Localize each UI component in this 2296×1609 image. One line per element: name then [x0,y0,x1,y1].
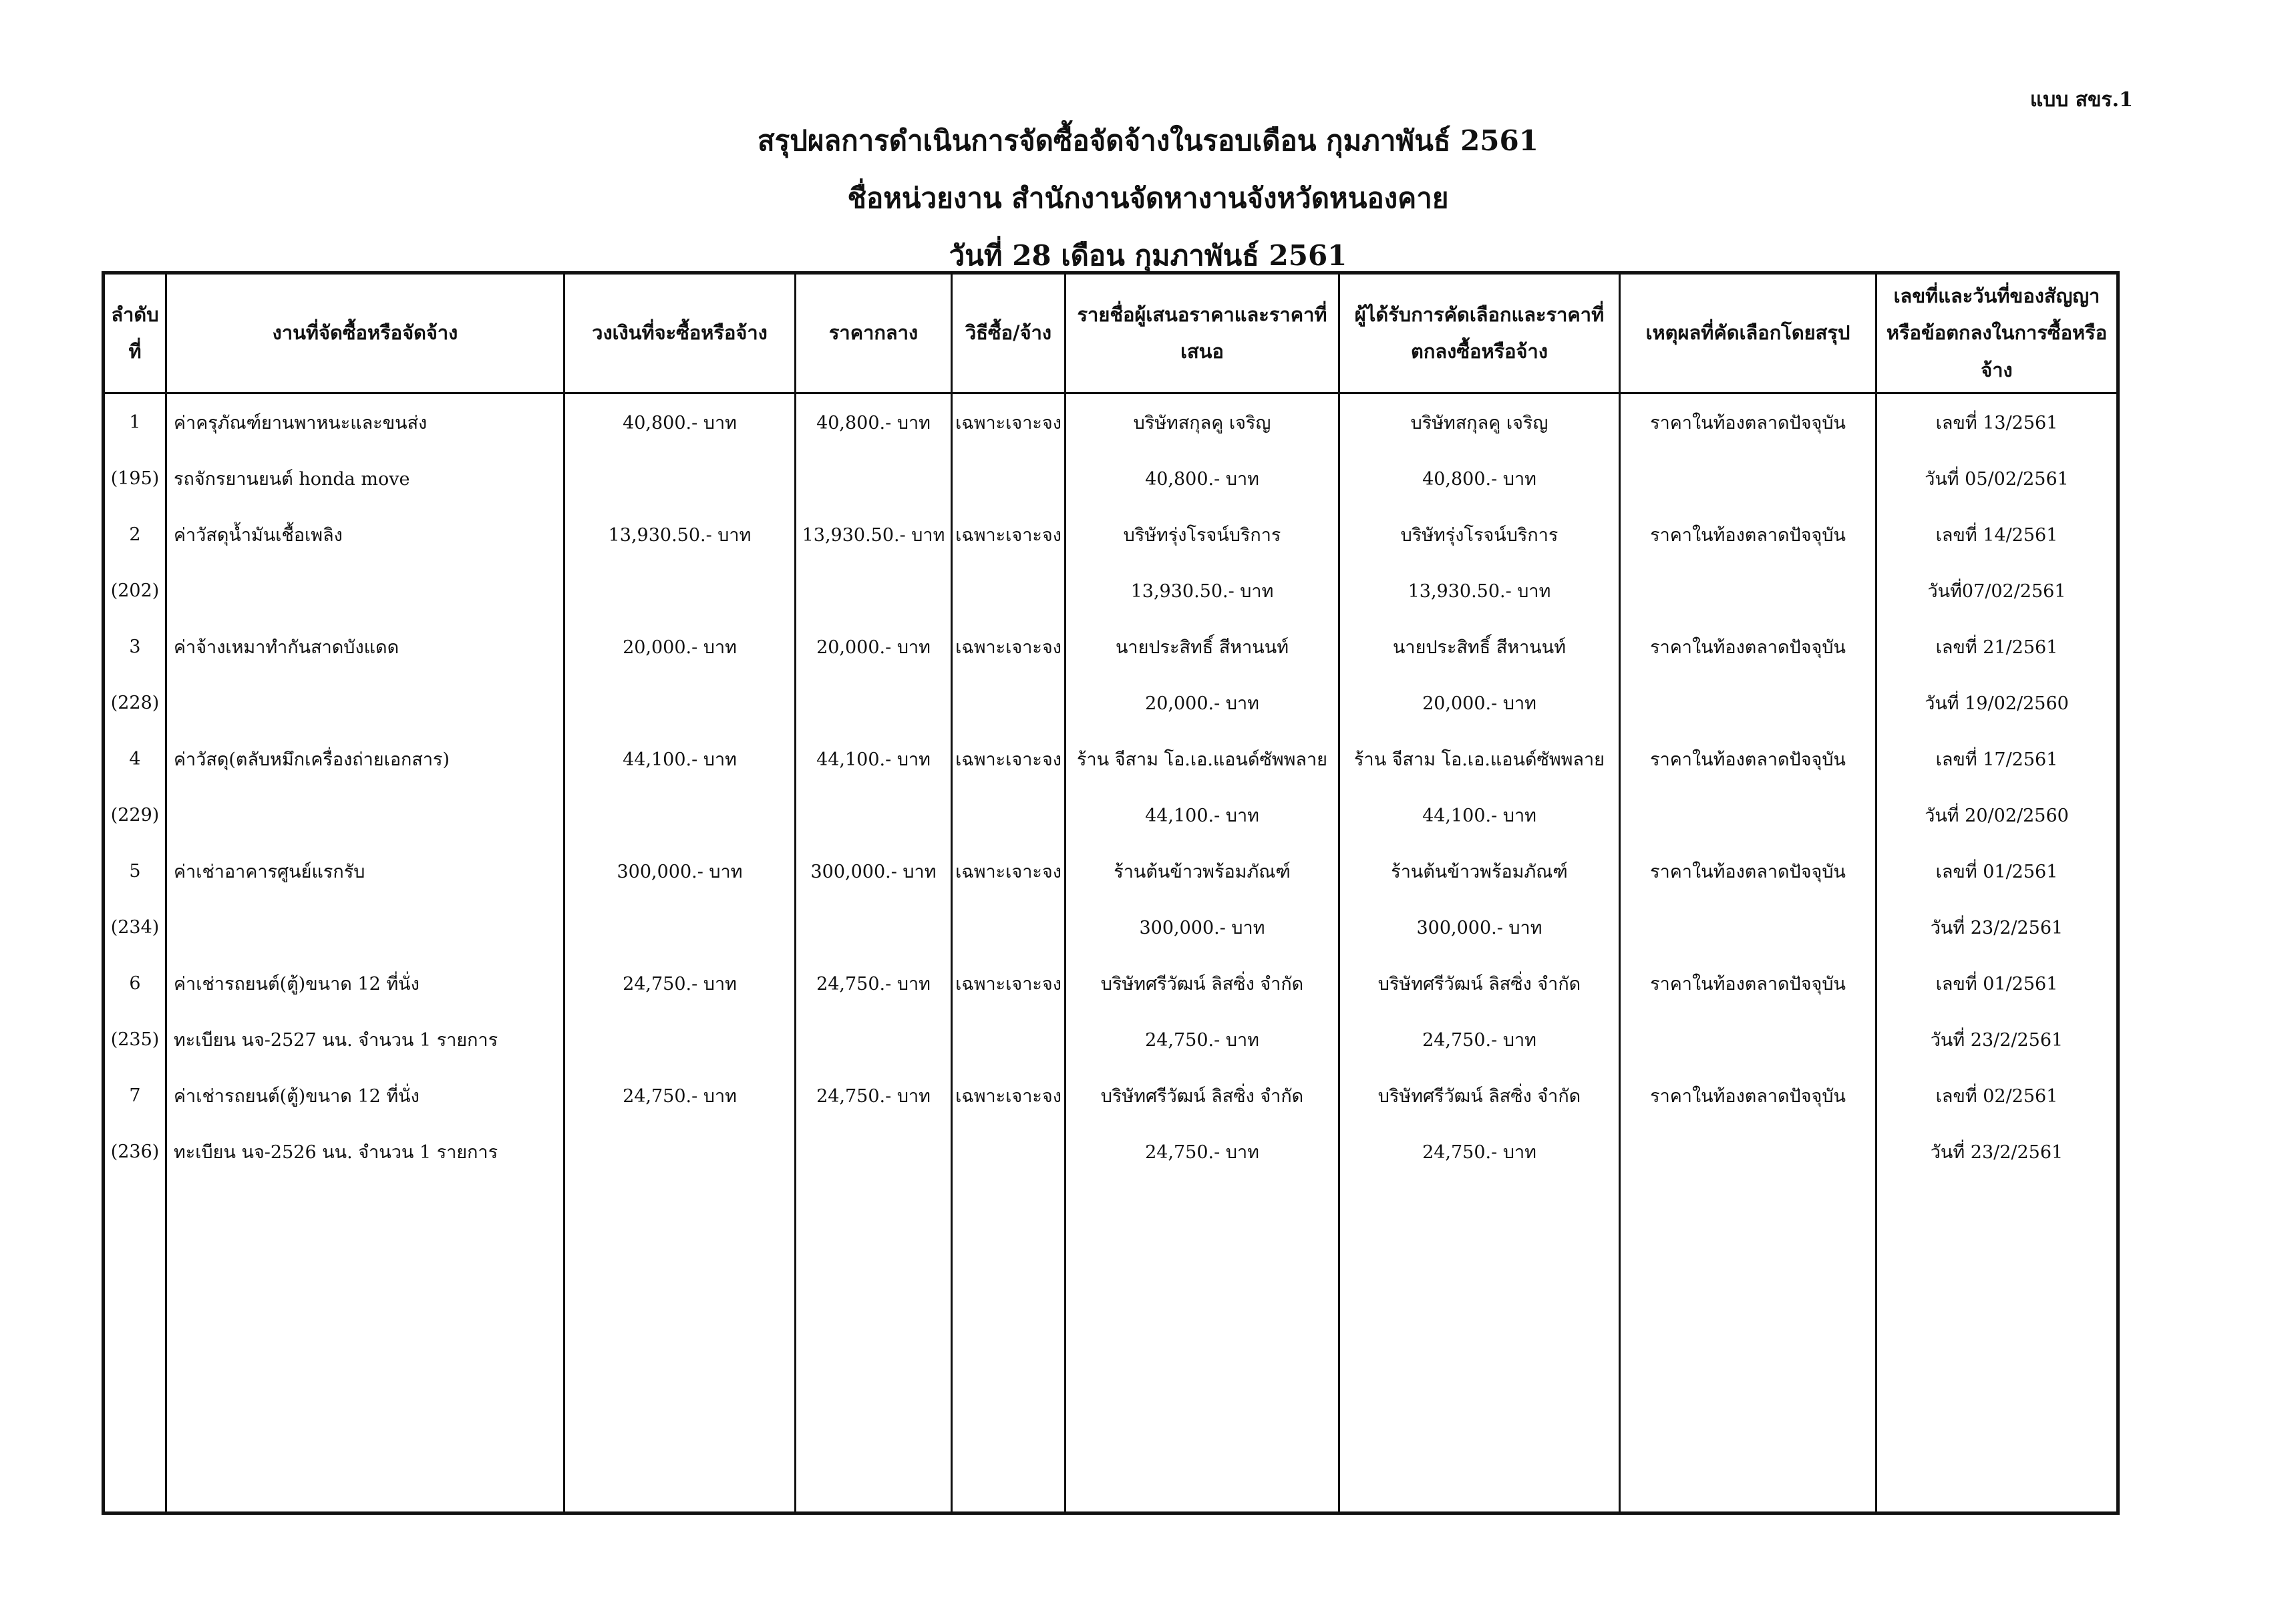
row-winner-price: 40,800.- บาท [1339,450,1620,506]
header-item: งานที่จัดซื้อหรือจัดจ้าง [166,273,564,393]
table-row [104,618,2118,675]
row-item-detail [166,675,564,731]
header-method: วิธีซื้อ/จ้าง [952,273,1065,393]
table-row-sub [104,675,2118,731]
row-contract-no: เลขที่ 13/2561 [1876,393,2118,451]
row-no: 4 [104,731,166,787]
row-reason: ราคาในท้องตลาดปัจจุบัน [1620,393,1876,451]
row-method: เฉพาะเจาะจง [952,843,1065,899]
row-bidder-price: 20,000.- บาท [1065,675,1339,731]
row-median-price: 44,100.- บาท [796,731,952,787]
table-row-sub [104,1123,2118,1180]
row-median-price: 300,000.- บาท [796,843,952,899]
table-header-row [104,273,2118,393]
row-median-price: 13,930.50.- บาท [796,506,952,562]
row-budget: 13,930.50.- บาท [564,506,796,562]
table-row-sub [104,562,2118,618]
row-reason: ราคาในท้องตลาดปัจจุบัน [1620,618,1876,675]
row-ref: (228) [104,675,166,731]
table-row [104,1067,2118,1123]
row-method: เฉพาะเจาะจง [952,731,1065,787]
report-date: วันที่ 28 เดือน กุมภาพันธ์ 2561 [949,239,1347,272]
row-contract-no: เลขที่ 21/2561 [1876,618,2118,675]
row-bidder: ร้าน จีสาม โอ.เอ.แอนด์ซัพพลาย [1065,731,1339,787]
row-no: 1 [104,393,166,451]
header-winner: ผู้ได้รับการคัดเลือกและราคาที่ตกลงซื้อหรือจ้าง [1339,273,1620,393]
row-contract-no: เลขที่ 01/2561 [1876,843,2118,899]
row-winner: นายประสิทธิ์ สีหานนท์ [1339,618,1620,675]
row-no: 5 [104,843,166,899]
row-contract-date: วันที่ 20/02/2560 [1876,787,2118,843]
row-winner: ร้าน จีสาม โอ.เอ.แอนด์ซัพพลาย [1339,731,1620,787]
row-item: ค่าวัสดุน้ำมันเชื้อเพลิง [166,506,564,562]
row-no: 2 [104,506,166,562]
row-method: เฉพาะเจาะจง [952,955,1065,1011]
table-row-sub [104,1011,2118,1067]
row-item: ค่าจ้างเหมาทำกันสาดบังแดด [166,618,564,675]
row-reason: ราคาในท้องตลาดปัจจุบัน [1620,955,1876,1011]
row-bidder-price: 40,800.- บาท [1065,450,1339,506]
row-ref: (229) [104,787,166,843]
row-reason: ราคาในท้องตลาดปัจจุบัน [1620,1067,1876,1123]
row-ref: (236) [104,1123,166,1180]
row-median-price: 24,750.- บาท [796,955,952,1011]
row-contract-date: วันที่ 23/2/2561 [1876,1123,2118,1180]
header-contract: เลขที่และวันที่ของสัญญาหรือข้อตกลงในการซื้อหรือจ้าง [1876,273,2118,393]
row-contract-date: วันที่07/02/2561 [1876,562,2118,618]
row-winner-price: 24,750.- บาท [1339,1011,1620,1067]
row-reason: ราคาในท้องตลาดปัจจุบัน [1620,506,1876,562]
row-winner-price: 300,000.- บาท [1339,899,1620,955]
table-row [104,506,2118,562]
row-median-price: 40,800.- บาท [796,393,952,451]
table-blank-space [104,1180,2118,1513]
row-no: 3 [104,618,166,675]
row-winner: บริษัทรุ่งโรจน์บริการ [1339,506,1620,562]
row-budget: 44,100.- บาท [564,731,796,787]
table-row [104,731,2118,787]
row-winner-price: 13,930.50.- บาท [1339,562,1620,618]
row-contract-no: เลขที่ 14/2561 [1876,506,2118,562]
row-item: ค่าครุภัณฑ์ยานพาหนะและขนส่ง [166,393,564,451]
table-row-sub [104,787,2118,843]
row-winner: บริษัทศรีวัฒน์ ลิสซิ่ง จำกัด [1339,1067,1620,1123]
row-contract-date: วันที่ 23/2/2561 [1876,899,2118,955]
row-winner-price: 44,100.- บาท [1339,787,1620,843]
row-ref: (235) [104,1011,166,1067]
row-bidder-price: 13,930.50.- บาท [1065,562,1339,618]
row-winner: บริษัทศรีวัฒน์ ลิสซิ่ง จำกัด [1339,955,1620,1011]
table-row [104,843,2118,899]
header-budget: วงเงินที่จะซื้อหรือจ้าง [564,273,796,393]
procurement-table [102,271,2120,1515]
form-code: แบบ สขร.1 [2029,88,2133,112]
row-method: เฉพาะเจาะจง [952,1067,1065,1123]
row-contract-date: วันที่ 05/02/2561 [1876,450,2118,506]
row-ref: (234) [104,899,166,955]
row-item: ค่าวัสดุ(ตลับหมึกเครื่องถ่ายเอกสาร) [166,731,564,787]
row-bidder: บริษัทสกุลคู เจริญ [1065,393,1339,451]
row-item: ค่าเช่ารถยนต์(ตู้)ขนาด 12 ที่นั่ง [166,955,564,1011]
row-ref: (202) [104,562,166,618]
row-item-detail: ทะเบียน นจ-2527 นน. จำนวน 1 รายการ [166,1011,564,1067]
row-item-detail [166,787,564,843]
table-row-sub [104,450,2118,506]
row-contract-date: วันที่ 23/2/2561 [1876,1011,2118,1067]
row-no: 6 [104,955,166,1011]
row-item: ค่าเช่าอาคารศูนย์แรกรับ [166,843,564,899]
row-item-detail: รถจักรยานยนต์ honda move [166,450,564,506]
row-item-detail [166,899,564,955]
row-bidder: บริษัทรุ่งโรจน์บริการ [1065,506,1339,562]
row-budget: 24,750.- บาท [564,1067,796,1123]
row-method: เฉพาะเจาะจง [952,618,1065,675]
row-winner-price: 24,750.- บาท [1339,1123,1620,1180]
row-median-price: 24,750.- บาท [796,1067,952,1123]
row-method: เฉพาะเจาะจง [952,506,1065,562]
table-row-sub [104,899,2118,955]
row-contract-date: วันที่ 19/02/2560 [1876,675,2118,731]
row-winner-price: 20,000.- บาท [1339,675,1620,731]
row-reason: ราคาในท้องตลาดปัจจุบัน [1620,731,1876,787]
row-median-price: 20,000.- บาท [796,618,952,675]
row-bidder: ร้านต้นข้าวพร้อมภัณฑ์ [1065,843,1339,899]
header-median-price: ราคากลาง [796,273,952,393]
row-budget: 20,000.- บาท [564,618,796,675]
table-row [104,393,2118,451]
row-bidder: บริษัทศรีวัฒน์ ลิสซิ่ง จำกัด [1065,955,1339,1011]
row-item-detail [166,562,564,618]
row-budget: 300,000.- บาท [564,843,796,899]
row-budget: 40,800.- บาท [564,393,796,451]
row-contract-no: เลขที่ 01/2561 [1876,955,2118,1011]
row-ref: (195) [104,450,166,506]
row-contract-no: เลขที่ 17/2561 [1876,731,2118,787]
row-winner: ร้านต้นข้าวพร้อมภัณฑ์ [1339,843,1620,899]
row-item-detail: ทะเบียน นจ-2526 นน. จำนวน 1 รายการ [166,1123,564,1180]
agency-name: ชื่อหน่วยงาน สำนักงานจัดหางานจังหวัดหนองคาย [847,182,1449,214]
header-reason: เหตุผลที่คัดเลือกโดยสรุป [1620,273,1876,393]
header-bidders: รายชื่อผู้เสนอราคาและราคาที่เสนอ [1065,273,1339,393]
row-reason: ราคาในท้องตลาดปัจจุบัน [1620,843,1876,899]
row-bidder: นายประสิทธิ์ สีหานนท์ [1065,618,1339,675]
row-bidder-price: 44,100.- บาท [1065,787,1339,843]
row-contract-no: เลขที่ 02/2561 [1876,1067,2118,1123]
row-no: 7 [104,1067,166,1123]
row-bidder-price: 24,750.- บาท [1065,1011,1339,1067]
row-method: เฉพาะเจาะจง [952,393,1065,451]
row-bidder-price: 300,000.- บาท [1065,899,1339,955]
row-budget: 24,750.- บาท [564,955,796,1011]
header-no: ลำดับที่ [104,273,166,393]
row-item: ค่าเช่ารถยนต์(ตู้)ขนาด 12 ที่นั่ง [166,1067,564,1123]
row-winner: บริษัทสกุลคู เจริญ [1339,393,1620,451]
row-bidder-price: 24,750.- บาท [1065,1123,1339,1180]
report-title: สรุปผลการดำเนินการจัดซื้อจัดจ้างในรอบเดือน กุมภาพันธ์ 2561 [758,124,1538,157]
table-row [104,955,2118,1011]
row-bidder: บริษัทศรีวัฒน์ ลิสซิ่ง จำกัด [1065,1067,1339,1123]
